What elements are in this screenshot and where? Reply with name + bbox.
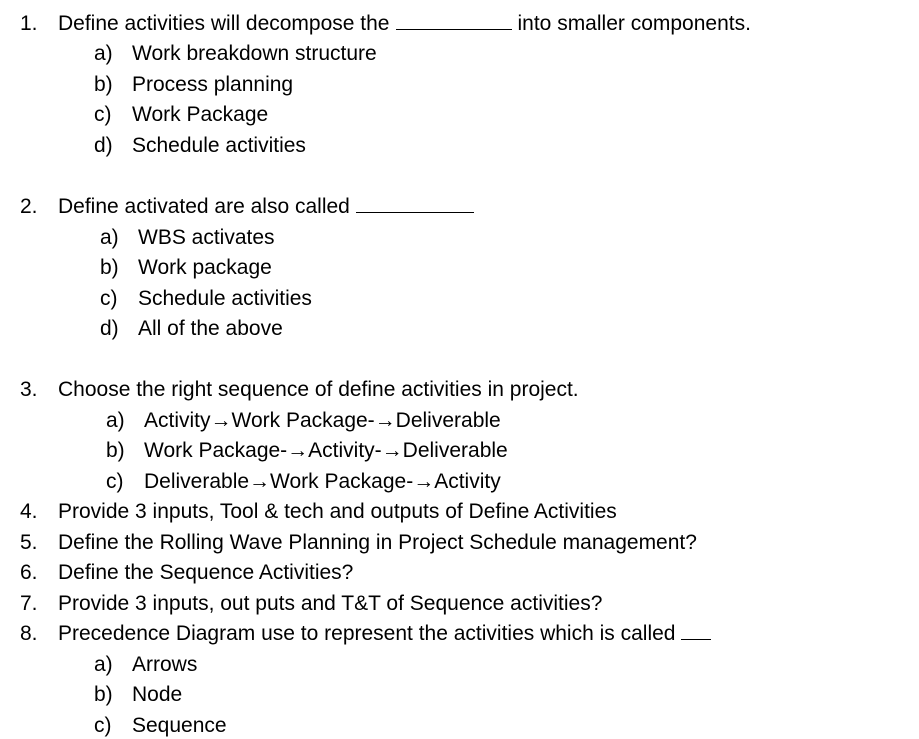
question-text: [58, 621, 717, 647]
option-text: Work Package: [132, 103, 269, 126]
question-text-before: Define activities will decompose the: [58, 12, 390, 35]
option-text: Process planning: [132, 73, 294, 96]
question-text: Define the Sequence Activities?: [58, 561, 354, 584]
answer-blank: [356, 194, 474, 213]
option-text: Sequence: [132, 714, 227, 737]
option-letter: b): [94, 683, 113, 706]
option-letter: a): [94, 653, 113, 676]
option-letter: b): [94, 73, 113, 96]
question-text-before: Precedence Diagram use to represent the activities which is called: [58, 622, 676, 645]
question-text: Provide 3 inputs, out puts and T&T of Sequence activities?: [58, 592, 603, 615]
option-letter: c): [94, 103, 112, 126]
question-number: 7.: [20, 592, 38, 615]
question-number: 5.: [20, 531, 38, 554]
question-text-after: into smaller components.: [517, 12, 751, 35]
option-text: Work Package-→Activity-→Deliverable: [144, 439, 508, 462]
option-text: Node: [132, 683, 183, 706]
option-text: Arrows: [132, 653, 198, 676]
option-text: Deliverable→Work Package-→Activity: [144, 470, 501, 493]
question-number: 2.: [20, 195, 38, 218]
option-letter: d): [100, 317, 119, 340]
question-number: 4.: [20, 500, 38, 523]
option-text: Schedule activities: [138, 287, 312, 310]
option-text: Work breakdown structure: [132, 42, 377, 65]
option-letter: c): [94, 714, 112, 737]
question-number: 8.: [20, 622, 38, 645]
option-letter: b): [100, 256, 119, 279]
option-text: Work package: [138, 256, 272, 279]
question-text: [58, 194, 480, 220]
option-letter: a): [106, 409, 125, 432]
question-number: 3.: [20, 378, 38, 401]
option-letter: d): [94, 134, 113, 157]
answer-blank: [396, 11, 512, 30]
option-letter: a): [100, 226, 119, 249]
question-number: 6.: [20, 561, 38, 584]
option-letter: a): [94, 42, 113, 65]
option-letter: c): [106, 470, 124, 493]
option-letter: c): [100, 287, 118, 310]
option-text: All of the above: [138, 317, 283, 340]
option-letter: b): [106, 439, 125, 462]
option-text: WBS activates: [138, 226, 275, 249]
option-text: Activity→Work Package-→Deliverable: [144, 409, 501, 432]
question-text: Choose the right sequence of define activities in project.: [58, 378, 579, 401]
question-number: 1.: [20, 12, 38, 35]
answer-blank: [681, 621, 711, 640]
question-text: Provide 3 inputs, Tool & tech and outputs of Define Activities: [58, 500, 617, 523]
question-text-before: Define activated are also called: [58, 195, 350, 218]
option-text: Schedule activities: [132, 134, 306, 157]
question-text: Define the Rolling Wave Planning in Project Schedule management?: [58, 531, 697, 554]
question-text: [58, 11, 751, 37]
